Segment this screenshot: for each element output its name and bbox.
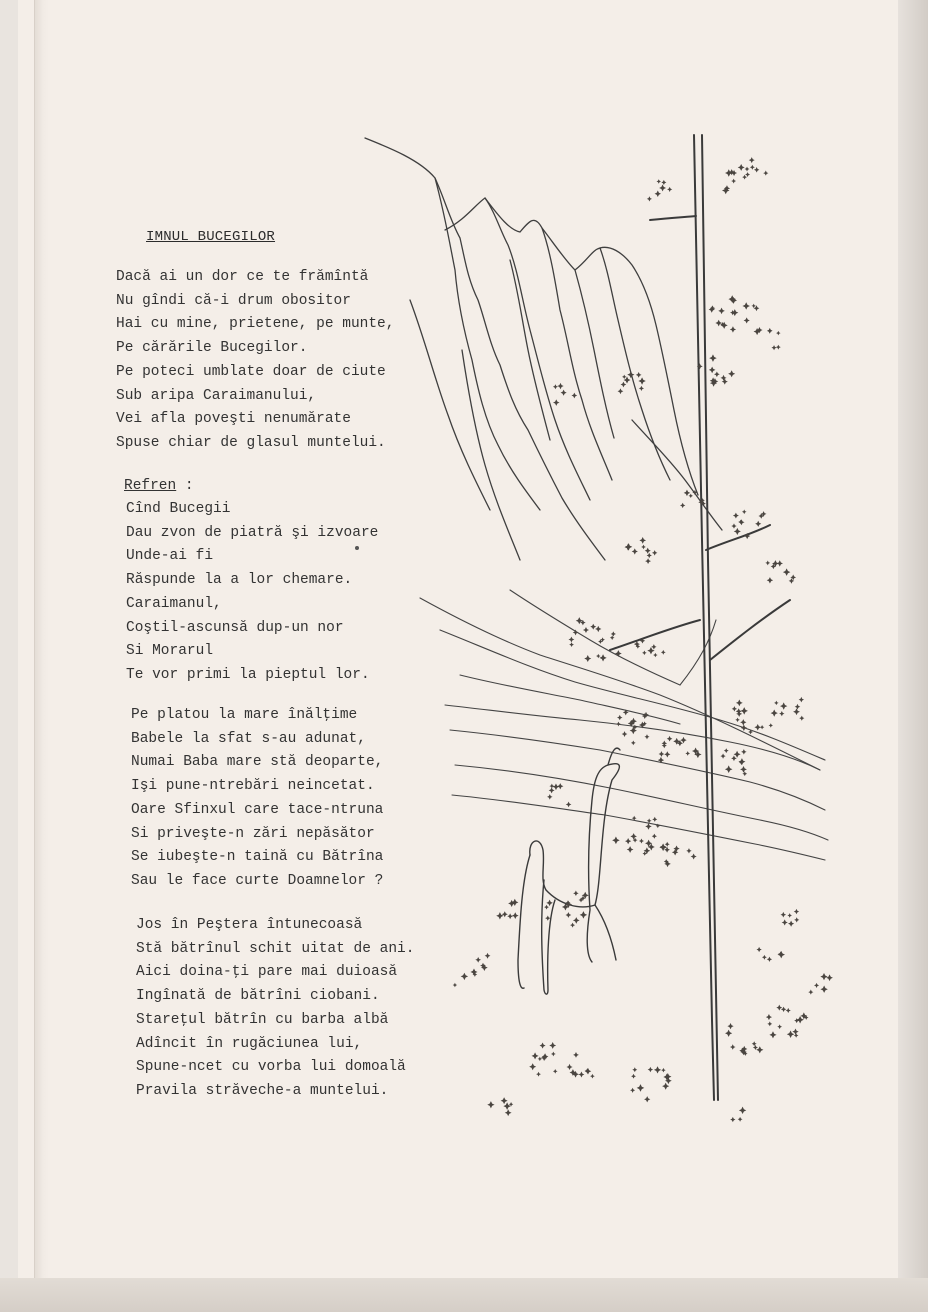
leaf-mark (585, 1068, 590, 1073)
leaf-mark (767, 577, 773, 583)
leaf-mark (638, 377, 645, 384)
verse-line: Spuse chiar de glasul muntelui. (116, 434, 386, 451)
leaf-mark (569, 642, 574, 647)
leaf-mark (732, 706, 737, 711)
leaf-mark (503, 1102, 510, 1109)
leaf-mark (774, 701, 778, 705)
leaf-mark (767, 957, 772, 962)
verse-line: Te vor primi la pieptul lor. (126, 666, 370, 683)
leaf-mark (750, 165, 755, 170)
leaf-mark (639, 386, 644, 391)
tree-trunk (610, 135, 790, 1100)
leaf-mark (654, 1066, 661, 1073)
leaf-mark (538, 1057, 542, 1061)
leaf-mark (680, 737, 686, 743)
page-bottom-edge (0, 1278, 928, 1312)
leaf-mark (652, 817, 657, 822)
leaf-mark (561, 390, 567, 396)
leaf-mark (793, 708, 800, 715)
leaf-mark (627, 846, 634, 853)
leaf-mark (744, 317, 750, 323)
leaf-mark (763, 171, 768, 176)
leaf-mark (745, 172, 750, 177)
leaf-mark (653, 653, 657, 657)
leaf-mark (730, 326, 736, 332)
leaf-mark (584, 655, 591, 662)
leaf-mark (808, 990, 813, 995)
leaf-mark (630, 1088, 635, 1093)
leaf-mark (647, 553, 652, 558)
valley-strata-lines (420, 590, 828, 860)
leaf-mark (781, 912, 787, 918)
leaf-mark (733, 513, 739, 519)
leaf-mark (776, 331, 781, 336)
leaf-mark (788, 921, 794, 927)
leaf-mark (742, 175, 747, 180)
leaf-mark (627, 371, 634, 378)
leaf-mark (734, 528, 741, 535)
verse-line: Coştil-ascunsă dup-un nor (126, 619, 344, 636)
verse-line: Babele la sfat s-au adunat, (131, 730, 366, 747)
leaf-mark (776, 345, 781, 350)
leaf-mark (532, 1052, 539, 1059)
leaf-mark (794, 1033, 799, 1038)
leaf-mark (820, 973, 827, 980)
leaf-mark (771, 345, 776, 350)
leaf-mark (769, 1031, 776, 1038)
leaf-mark (741, 725, 747, 731)
leaf-mark (814, 983, 819, 988)
leaf-mark (595, 626, 601, 632)
leaf-mark (568, 637, 574, 643)
leaf-mark (580, 911, 587, 918)
verse-line: Si Morarul (126, 643, 214, 660)
verse-line: Spune-ncet cu vorba lui domoală (136, 1059, 406, 1076)
verse-line: Pe poteci umblate doar de ciute (116, 363, 386, 380)
leaf-mark (553, 384, 558, 389)
page-edge (898, 0, 928, 1312)
leaf-mark (753, 1045, 758, 1050)
leaf-mark (590, 1074, 595, 1079)
leaf-mark (631, 741, 636, 746)
leaf-mark (549, 1042, 556, 1049)
leaf-mark (735, 718, 739, 722)
verse-line: Adîncit în rugăciunea lui, (136, 1035, 363, 1052)
verse-line: Cînd Bucegii (126, 501, 231, 517)
verse-line: Oare Sfinxul care tace-ntruna (131, 801, 384, 818)
leaf-mark (637, 1084, 645, 1092)
leaf-mark (777, 1024, 782, 1029)
leaf-mark (686, 848, 691, 853)
leaf-mark (651, 644, 656, 649)
leaf-mark (661, 1068, 665, 1072)
leaf-mark (661, 180, 666, 185)
leaf-mark (630, 727, 637, 734)
leaf-mark (644, 734, 649, 739)
leaf-mark (661, 650, 666, 655)
leaf-mark (487, 1101, 494, 1108)
leaf-mark (771, 709, 778, 716)
leaf-mark (648, 1067, 653, 1072)
leaf-mark (615, 650, 622, 657)
leaf-mark (731, 179, 736, 184)
leaf-mark (578, 1072, 584, 1078)
leaf-mark (734, 751, 741, 758)
refrain-label-text: Refren (124, 478, 177, 494)
leaf-mark (685, 751, 690, 756)
verse-line: Işi pune-ntrebări neincetat. (131, 778, 375, 795)
leaf-mark (549, 787, 555, 793)
leaf-mark (782, 919, 788, 925)
leaf-mark (724, 748, 729, 753)
verse-line: Sau le face curte Doamnelor ? (131, 872, 384, 889)
leaf-mark (691, 853, 697, 859)
leaf-mark (621, 382, 627, 388)
page-fold (34, 0, 49, 1278)
leaf-mark (536, 1072, 541, 1077)
leaf-mark (739, 1107, 746, 1114)
leaf-mark (553, 1069, 558, 1074)
leaf-mark (461, 973, 468, 980)
leaf-mark (756, 947, 761, 952)
leaf-mark (645, 548, 651, 554)
leaf-mark (631, 1074, 636, 1079)
leaf-mark (672, 849, 679, 856)
leaf-mark (502, 911, 508, 917)
leaf-mark (689, 494, 693, 498)
leaf-mark (765, 561, 770, 566)
leaf-mark (566, 1064, 572, 1070)
leaf-mark (731, 756, 737, 762)
leaf-mark (611, 631, 616, 636)
leaf-mark (667, 187, 672, 192)
verse-line: Stă bătrînul schit uitat de ani. (136, 940, 415, 957)
leaf-mark (709, 306, 715, 312)
leaf-mark (799, 697, 804, 702)
verse-line: Hai cu mine, prietene, pe munte, (116, 316, 395, 333)
leaf-mark (667, 736, 673, 742)
leaf-mark (738, 164, 745, 171)
verse-line: Dacă ai un dor ce te frămîntă (116, 269, 369, 285)
leaf-mark (776, 1005, 782, 1011)
leaf-mark (617, 715, 622, 720)
leaf-mark (741, 749, 747, 755)
verse-line: Nu gîndi că-i drum obositor (116, 292, 351, 309)
poem-title: IMNUL BUCEGILOR (146, 229, 276, 245)
leaf-mark (731, 523, 736, 528)
leaf-mark (639, 838, 644, 843)
leaf-mark (783, 568, 790, 575)
leaf-mark (779, 711, 784, 716)
leaf-mark (799, 716, 804, 721)
leaf-mark (752, 1041, 757, 1046)
leaf-mark (727, 1023, 733, 1029)
leaf-mark (794, 917, 799, 922)
leaf-mark (553, 399, 560, 406)
leaf-mark (596, 654, 600, 658)
leaf-mark (566, 802, 572, 808)
leaf-mark (647, 196, 652, 201)
leaf-mark (728, 295, 736, 303)
leaf-mark (659, 751, 665, 757)
leaf-mark (645, 558, 651, 564)
leaf-mark (641, 545, 646, 550)
leaf-mark (590, 624, 596, 630)
leaf-mark (583, 627, 589, 633)
verse-line: Pravila străveche-a muntelui. (136, 1082, 389, 1099)
leaf-mark (636, 372, 642, 378)
leaf-mark (659, 185, 666, 192)
leaf-mark (714, 371, 720, 377)
leaf-mark (547, 794, 552, 799)
leaf-mark (754, 167, 760, 173)
leaf-mark (730, 1044, 736, 1050)
leaf-mark (738, 1117, 743, 1122)
leaf-mark (630, 833, 637, 840)
leaf-mark (728, 370, 735, 377)
leaf-mark (740, 766, 747, 773)
leaf-mark (642, 651, 647, 656)
leaf-mark (542, 1053, 549, 1060)
verse-line: Jos în Peştera întunecoasă (136, 917, 363, 933)
leaf-mark (652, 834, 657, 839)
verse-line: Răspunde la a lor chemare. (126, 572, 353, 589)
verse-line: Aici doina-ţi pare mai duioasă (136, 964, 398, 981)
leaf-mark (573, 917, 580, 924)
leaf-mark (664, 751, 670, 757)
leaf-mark (610, 635, 615, 640)
leaf-mark (755, 521, 761, 527)
leaf-mark (496, 912, 503, 919)
leaf-mark (652, 550, 657, 555)
mountain-ridge-lines (365, 138, 722, 560)
leaf-mark (546, 900, 552, 906)
leaf-mark (796, 1016, 803, 1023)
leaf-mark (718, 308, 725, 315)
verse-line: Sub aripa Caraimanului, (116, 387, 317, 404)
leaf-mark (632, 548, 638, 554)
leaf-mark (721, 375, 727, 381)
leaf-mark (618, 388, 624, 394)
leaf-clusters (453, 157, 833, 1122)
leaf-mark (599, 654, 606, 661)
leaf-mark (725, 1030, 732, 1037)
leaf-mark (709, 354, 717, 362)
leaf-mark (549, 784, 554, 789)
mountain-tree-deer-illustration (350, 120, 850, 1130)
leaf-mark (787, 913, 792, 918)
leaf-mark (777, 560, 783, 566)
leaf-mark (730, 1117, 735, 1122)
leaf-mark (485, 953, 491, 959)
leaf-mark (632, 1067, 637, 1072)
leaf-mark (570, 923, 575, 928)
leaf-mark (625, 543, 632, 550)
leaf-mark (769, 723, 773, 727)
leaf-mark (622, 731, 628, 737)
leaf-mark (529, 1063, 536, 1070)
leaf-mark (505, 1109, 512, 1116)
leaf-mark (540, 1043, 546, 1049)
leaf-mark (639, 537, 646, 544)
leaf-mark (644, 1096, 650, 1102)
leaf-mark (557, 383, 563, 389)
leaf-mark (826, 974, 833, 981)
leaf-mark (777, 951, 785, 959)
leaf-mark (680, 503, 685, 508)
verse-line: Numai Baba mare stă deoparte, (131, 754, 384, 771)
verse-line: Pe platou la mare înălţime (131, 707, 358, 723)
leaf-mark (501, 1097, 508, 1104)
leaf-mark (762, 955, 767, 960)
leaf-mark (751, 304, 755, 308)
leaf-mark (742, 771, 747, 776)
leaf-mark (794, 909, 799, 914)
leaf-mark (684, 490, 691, 497)
leaf-mark (656, 179, 661, 184)
leaf-mark (767, 1021, 772, 1026)
leaf-mark (475, 957, 481, 963)
leaf-mark (616, 722, 621, 727)
leaf-mark (760, 725, 764, 729)
leaf-mark (745, 167, 750, 172)
leaf-mark (720, 753, 725, 758)
verse-line: Unde-ai fi (126, 548, 214, 565)
refrain-label (124, 478, 194, 494)
refrain-colon: : (176, 478, 194, 494)
leaf-mark (740, 707, 747, 714)
leaf-mark (625, 838, 631, 844)
leaf-mark (612, 837, 620, 845)
leaf-mark (565, 912, 571, 918)
deer-figure (518, 748, 620, 994)
leaf-mark (820, 986, 827, 993)
leaf-mark (622, 375, 626, 379)
leaf-mark (795, 704, 801, 710)
leaf-mark (573, 891, 579, 897)
leaf-mark (571, 393, 577, 399)
leaf-mark (725, 765, 733, 773)
leaf-mark (722, 379, 728, 385)
verse-line: Caraimanul, (126, 595, 222, 612)
leaf-mark (742, 302, 749, 309)
leaf-mark (553, 783, 560, 790)
stanza-2 (131, 704, 383, 894)
leaf-mark (645, 823, 652, 830)
verse-line: Si priveşte-n zări nepăsător (131, 825, 375, 842)
leaf-mark (573, 1052, 579, 1058)
leaf-mark (742, 509, 747, 514)
leaf-mark (709, 367, 716, 374)
leaf-mark (544, 905, 549, 910)
leaf-mark (512, 912, 519, 919)
leaf-mark (545, 916, 550, 921)
verse-line: Dau zvon de piatră şi izvoare (126, 524, 379, 541)
verse-line: Vei afla poveşti nenumărate (116, 411, 351, 428)
leaf-mark (749, 157, 755, 163)
leaf-mark (736, 699, 743, 706)
verse-line: Ingînată de bătrîni ciobani. (136, 988, 380, 1005)
leaf-mark (557, 783, 563, 789)
leaf-mark (766, 1014, 772, 1020)
leaf-mark (740, 719, 746, 725)
leaf-mark (655, 191, 661, 197)
leaf-mark (780, 702, 787, 709)
refrain (126, 498, 378, 688)
leaf-mark (507, 913, 513, 919)
leaf-mark (453, 983, 457, 987)
leaf-mark (721, 322, 728, 329)
leaf-mark (665, 842, 670, 847)
verse-line: Stareţul bătrîn cu barba albă (136, 1011, 389, 1028)
leaf-mark (786, 1008, 791, 1013)
leaf-mark (551, 1052, 556, 1057)
verse-line: Pe cărările Bucegilor. (116, 340, 308, 357)
leaf-mark (767, 328, 773, 334)
verse-line: Se iubeşte-n taină cu Bătrîna (131, 849, 384, 866)
